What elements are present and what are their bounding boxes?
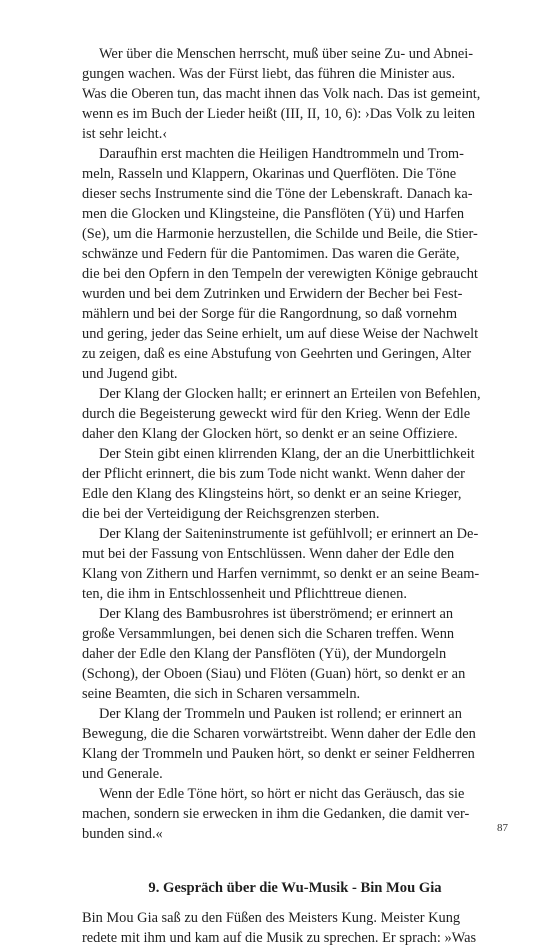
- page-body: [82, 44, 508, 948]
- paragraph-2: Daraufhin erst machten die Heiligen Handtrommeln und Trom- meln, Rasseln und Klappern, Okarinas und Querflöten. Die Töne dieser sechs Instrumente sind die Töne der Lebenskraft. Danach ka- men die Glocken und Klingsteine, die Pansflöten (Yü) und Harfen (Se), um die Harmonie herzustellen, die Schilde und Beile, die Stier- schwänze und Federn für die Pantomimen. Das waren die Geräte, die bei den Opfern in den Tempeln der verewigten Könige gebraucht wurden und bei dem Zutrinken und Erwidern der Becher bei Fest- mählern und bei der Sorge für die Rangordnung, so daß vornehm und gering, jeder das Seine erhielt, um auf diese Weise der Nachwelt zu zeigen, daß es eine Abstufung von Geehrten und Geringen, Alter und Jugend gibt.: [82, 146, 479, 382]
- paragraph-3: Der Klang der Glocken hallt; er erinnert an Erteilen von Befehlen, durch die Begeisterung geweckt wird für den Krieg. Wenn der Edle daher den Klang der Glocken hört, so denkt er an seine Offiziere.: [82, 386, 481, 442]
- section-heading: 9. Gespräch über die Wu-Musik - Bin Mou Gia: [148, 880, 442, 896]
- paragraph-7: Der Klang der Trommeln und Pauken ist rollend; er erinnert an Bewegung, die die Scharen vorwärtstreibt. Wenn daher der Edle den Klang der Trommeln und Pauken hört, so denkt er seiner Feldherren und Generale.: [82, 706, 476, 782]
- paragraph-5: Der Klang der Saiteninstrumente ist gefühlvoll; er erinnert an De- mut bei der Fassung von Entschlüssen. Wenn daher der Edle den Klang von Zithern und Harfen vernimmt, so denkt er an seine Beam- ten, die ihm in Entschlossenheit und Pflichttreue dienen.: [82, 526, 480, 602]
- paragraph-4: Der Stein gibt einen klirrenden Klang, der an die Unerbittlichkeit der Pflicht erinnert, die bis zum Tode nicht wankt. Wenn daher der Edle den Klang des Klingsteins hört, so denkt er an seine Krieger, die bei der Verteidigung der Reichsgrenzen sterben.: [82, 446, 475, 522]
- paragraph-1: Wer über die Menschen herrscht, muß über seine Zu- und Abnei- gungen wachen. Was der Fürst liebt, das führen die Minister aus. Was die Oberen tun, das macht ihnen das Volk nach. Das ist gemeint, wenn es im Buch der Lieder heißt (III, II, 10, 6): ›Das Volk zu leiten ist sehr leicht.‹: [82, 46, 481, 142]
- paragraph-6: Der Klang des Bambusrohres ist überströmend; er erinnert an große Versammlungen, bei denen sich die Scharen treffen. Wenn daher der Edle den Klang der Pansflöten (Yü), der Mundorgeln (Schong), der Oboen (Siau) und Flöten (Guan) hört, so denkt er an seine Beamten, die sich in Scharen versammeln.: [82, 606, 466, 702]
- section-paragraph: Bin Mou Gia saß zu den Füßen des Meisters Kung. Meister Kung redete mit ihm und kam auf die Musik zu sprechen. Er sprach: »Was: [82, 910, 477, 946]
- page-number: 87: [497, 822, 508, 834]
- paragraph-8: Wenn der Edle Töne hört, so hört er nicht das Geräusch, das sie machen, sondern sie erwecken in ihm die Gedanken, die damit ver- bunden sind.«: [82, 786, 470, 842]
